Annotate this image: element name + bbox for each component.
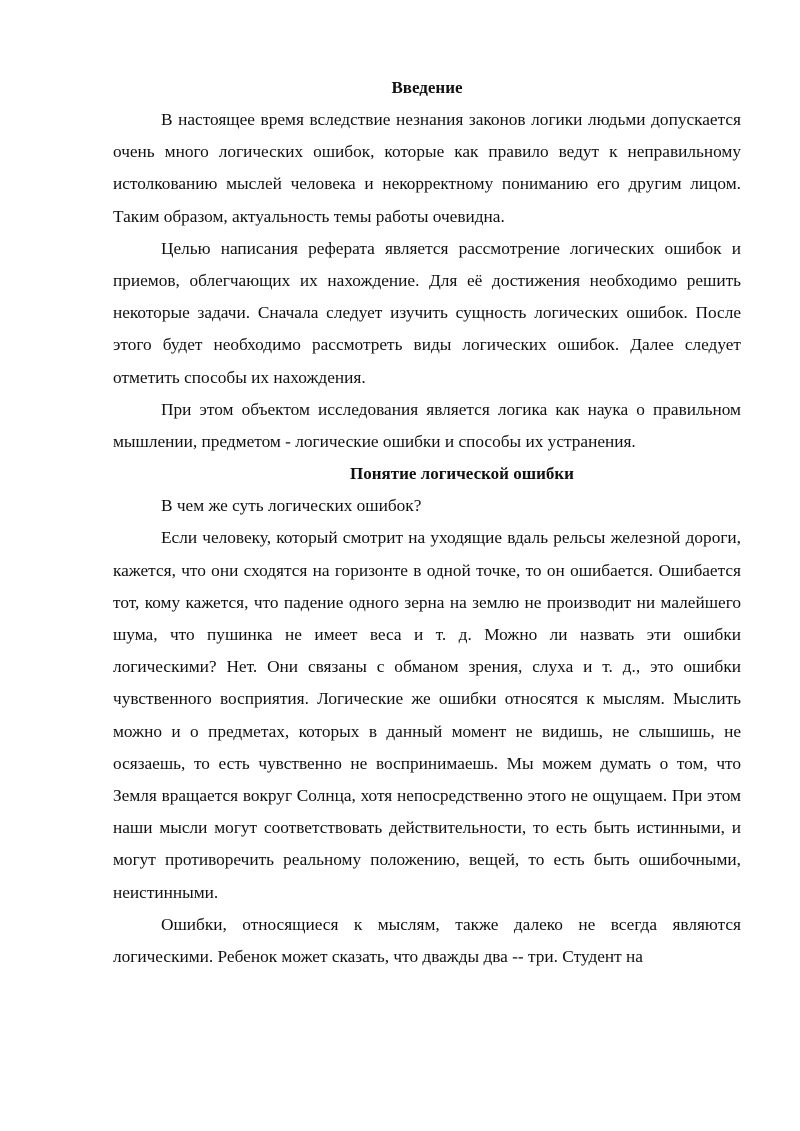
paragraph: Целью написания реферата является рассмотрение логических ошибок и приемов, облегчающих их нахождение. Для её достижения необходимо решить некоторые задачи. Сначала следует изучить сущность логических ошибок. После этого будет необходимо рассмотреть виды логических ошибок. Далее следует отметить способы их нахождения. [113,238,741,387]
paragraph: Если человеку, который смотрит на уходящие вдаль рельсы железной дороги, кажется, что они сходятся на горизонте в одной точке, то он ошибается. Ошибается тот, кому кажется, что падение одного зерна на землю не производит ни малейшего шума, что пушинка не имеет веса и т. д. Можно ли назвать эти ошибки логическими? Нет. Они связаны с обманом зрения, слуха и т. д., это ошибки чувственного восприятия. Логические же ошибки относятся к мыслям. Мыслить можно и о предметах, которых в данный момент не видишь, не слышишь, не осязаешь, то есть чувственно не воспринимаешь. Мы можем думать о том, что Земля вращается вокруг Солнца, хотя непосредственно этого не ощущаем. При этом наши мысли могут соответствовать действительности, то есть быть истинными, и могут противоречить реальному положению, вещей, то есть быть ошибочными, неистинными. [113,528,741,902]
section-heading-logical-error: Понятие логической ошибки [350,464,574,484]
paragraph: В настоящее время вследствие незнания законов логики людьми допускается очень много логических ошибок, которые как правило ведут к неправильному истолкованию мыслей человека и некорректному пониманию его другим лицом. Таким образом, актуальность темы работы очевидна. [113,110,741,226]
document-page [113,72,741,973]
paragraph: Ошибки, относящиеся к мыслям, также далеко не всегда являются логическими. Ребенок может сказать, что дважды два -- три. Студент на [113,914,741,967]
paragraph: В чем же суть логических ошибок? [161,496,422,516]
section-heading-introduction: Введение [391,78,463,97]
paragraph: При этом объектом исследования является логика как наука о правильном мышлении, предметом - логические ошибки и способы их устранения. [113,399,741,452]
